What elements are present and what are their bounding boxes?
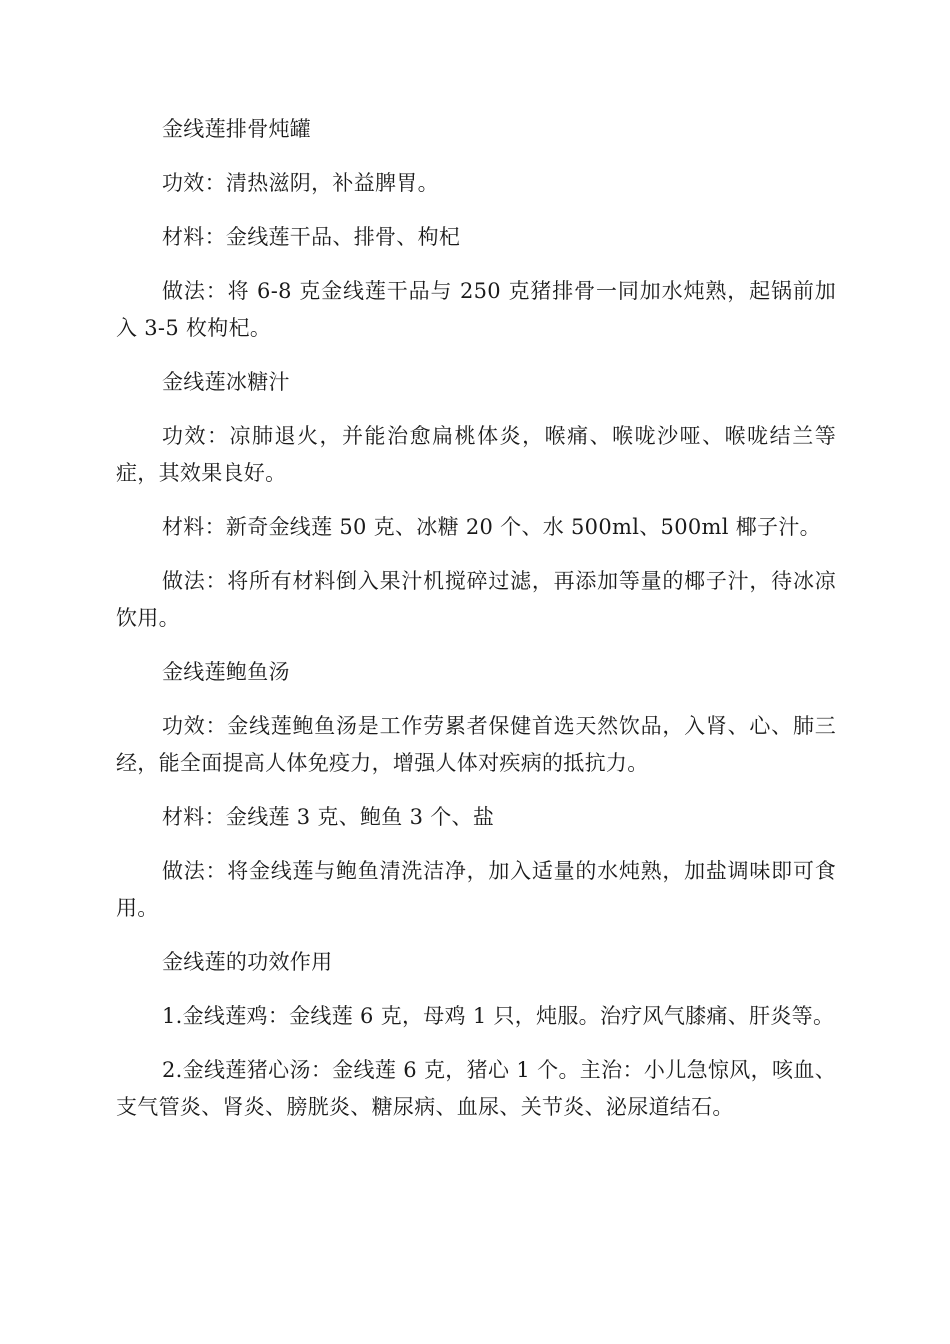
recipe-title-bingtang: 金线莲冰糖汁 (162, 370, 290, 394)
recipe-method: 做法：将金线莲与鲍鱼清洗洁净，加入适量的水炖熟，加盐调味即可食用。 (116, 859, 836, 920)
recipe-title-paigu: 金线莲排骨炖罐 (162, 117, 312, 141)
list-item: 2.金线莲猪心汤：金线莲 6 克，猪心 1 个。主治：小儿急惊风，咳血、支气管炎、肾炎、膀胱炎、糖尿病、血尿、关节炎、泌尿道结石。 (116, 1058, 836, 1119)
recipe-ingredients: 材料：新奇金线莲 50 克、冰糖 20 个、水 500ml、500ml 椰子汁。 (162, 515, 821, 539)
document-body (116, 111, 836, 1143)
recipe-method: 做法：将 6-8 克金线莲干品与 250 克猪排骨一同加水炖熟，起锅前加入 3-5 枚枸杞。 (116, 279, 836, 340)
recipe-efficacy: 功效：金线莲鲍鱼汤是工作劳累者保健首选天然饮品，入肾、心、肺三经，能全面提高人体免疫力，增强人体对疾病的抵抗力。 (116, 714, 836, 775)
recipe-ingredients: 材料：金线莲 3 克、鲍鱼 3 个、盐 (162, 805, 495, 829)
list-item: 1.金线莲鸡：金线莲 6 克，母鸡 1 只，炖服。治疗风气膝痛、肝炎等。 (162, 1004, 835, 1028)
recipe-ingredients: 材料：金线莲干品、排骨、枸杞 (162, 225, 461, 249)
recipe-method: 做法：将所有材料倒入果汁机搅碎过滤，再添加等量的椰子汁，待冰凉饮用。 (116, 569, 836, 630)
recipe-title-baoyu: 金线莲鲍鱼汤 (162, 660, 290, 684)
recipe-efficacy: 功效：清热滋阴，补益脾胃。 (162, 171, 439, 195)
recipe-efficacy: 功效：凉肺退火，并能治愈扁桃体炎，喉痛、喉咙沙哑、喉咙结兰等症，其效果良好。 (116, 424, 836, 485)
section-title-efficacy: 金线莲的功效作用 (162, 950, 333, 974)
